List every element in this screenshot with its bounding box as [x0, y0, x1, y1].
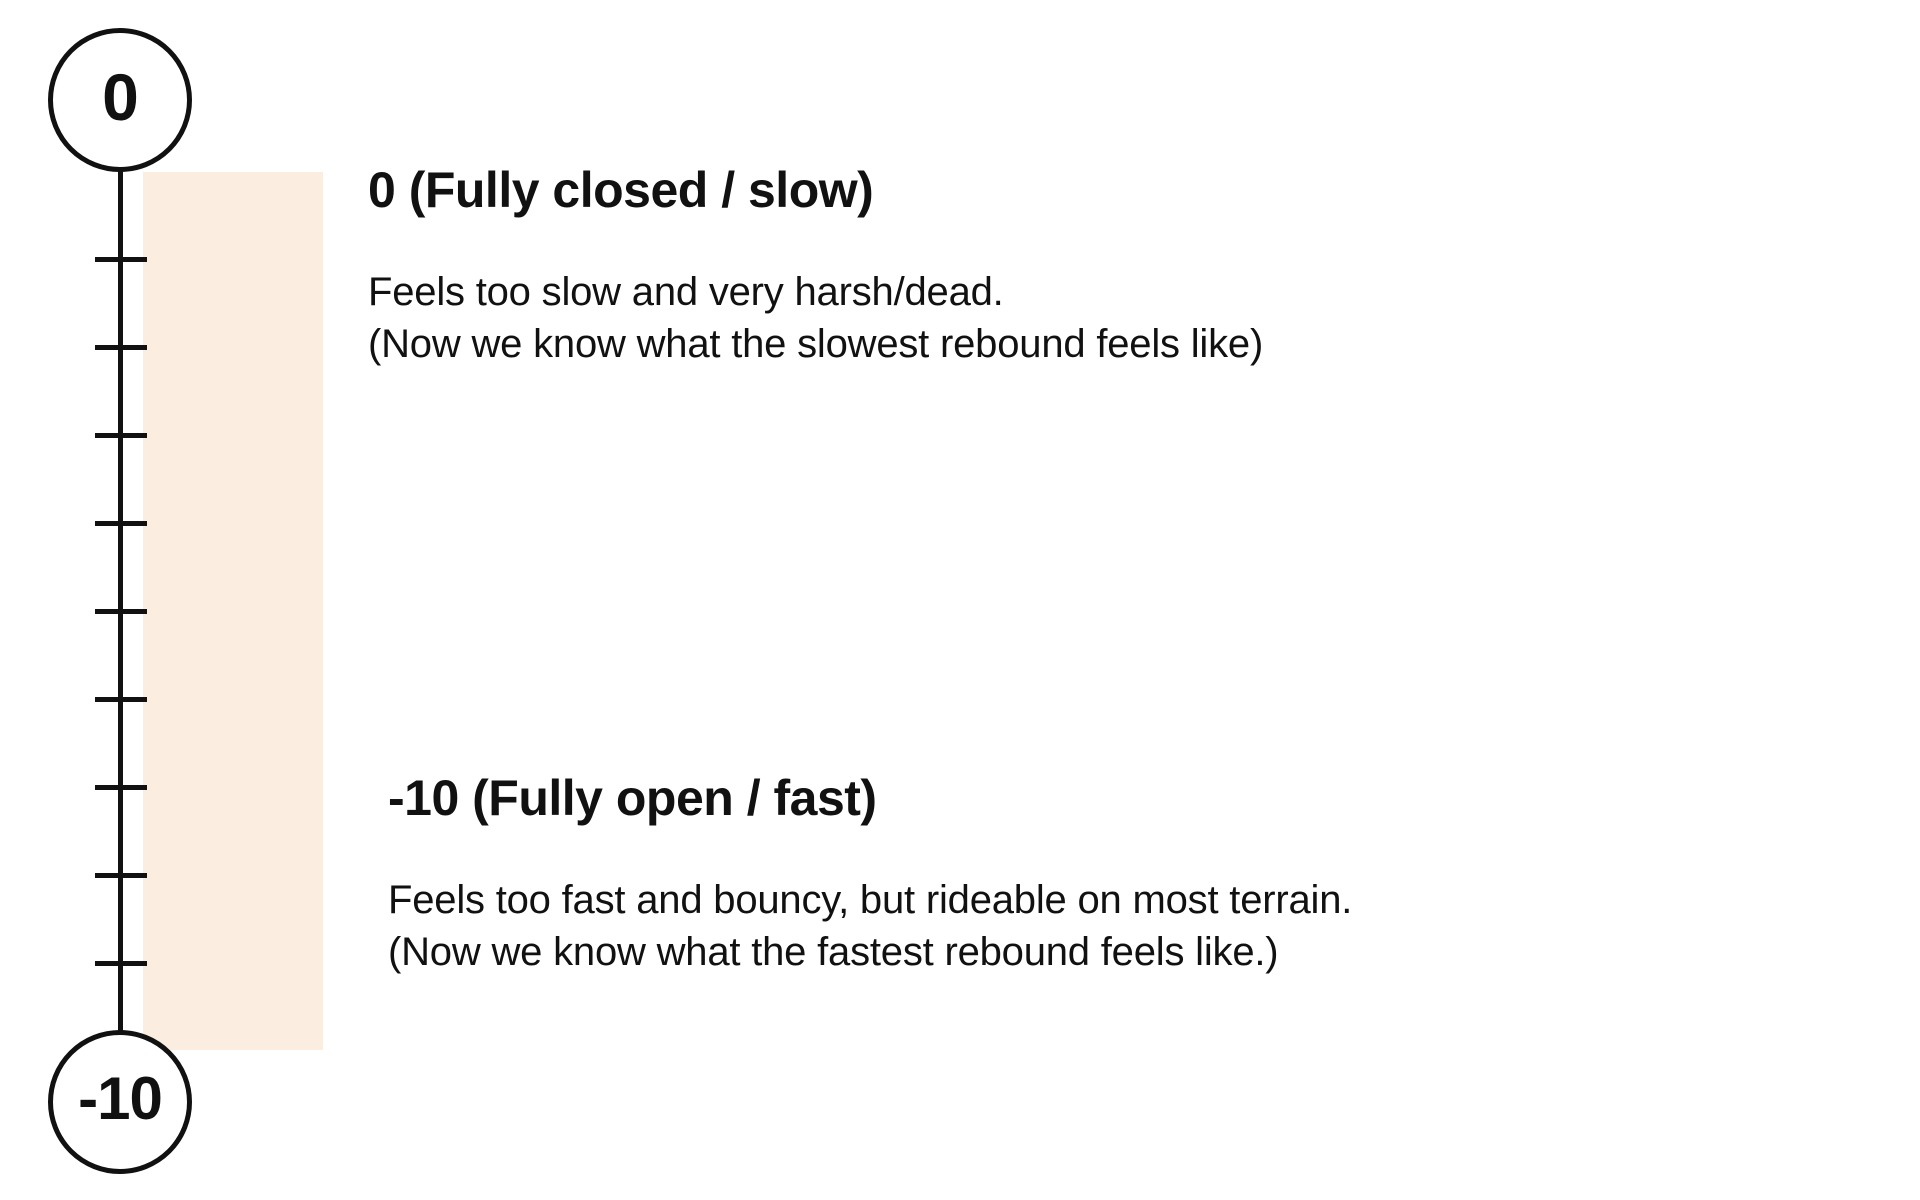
- annotation-top-line-1: Feels too slow and very harsh/dead.: [368, 270, 1004, 314]
- scale-tick: [95, 345, 147, 350]
- scale-range-band: [143, 172, 323, 1050]
- annotation-bottom-line-2: (Now we know what the fastest rebound feels like.): [388, 930, 1279, 974]
- annotation-top-title: 0 (Fully closed / slow): [368, 162, 874, 218]
- annotation-bottom-body: [388, 874, 1818, 978]
- scale-tick: [95, 433, 147, 438]
- annotation-top: [368, 162, 1788, 370]
- scale-endpoint-top-label: 0: [102, 60, 138, 134]
- scale-tick: [95, 521, 147, 526]
- annotation-bottom-title: -10 (Fully open / fast): [388, 770, 877, 826]
- annotation-bottom-line-1: Feels too fast and bouncy, but rideable on most terrain.: [388, 878, 1353, 922]
- scale-endpoint-bottom: [48, 1030, 192, 1174]
- scale-axis-line: [118, 100, 123, 1098]
- scale-tick: [95, 785, 147, 790]
- annotation-top-line-2: (Now we know what the slowest rebound feels like): [368, 322, 1264, 366]
- scale-tick: [95, 873, 147, 878]
- scale-column: [0, 0, 340, 1200]
- annotation-top-body: [368, 266, 1788, 370]
- annotation-bottom: [388, 770, 1818, 978]
- scale-tick: [95, 961, 147, 966]
- scale-tick: [95, 697, 147, 702]
- scale-endpoint-top: [48, 28, 192, 172]
- scale-tick: [95, 257, 147, 262]
- scale-endpoint-bottom-label: -10: [78, 1065, 162, 1132]
- scale-tick: [95, 609, 147, 614]
